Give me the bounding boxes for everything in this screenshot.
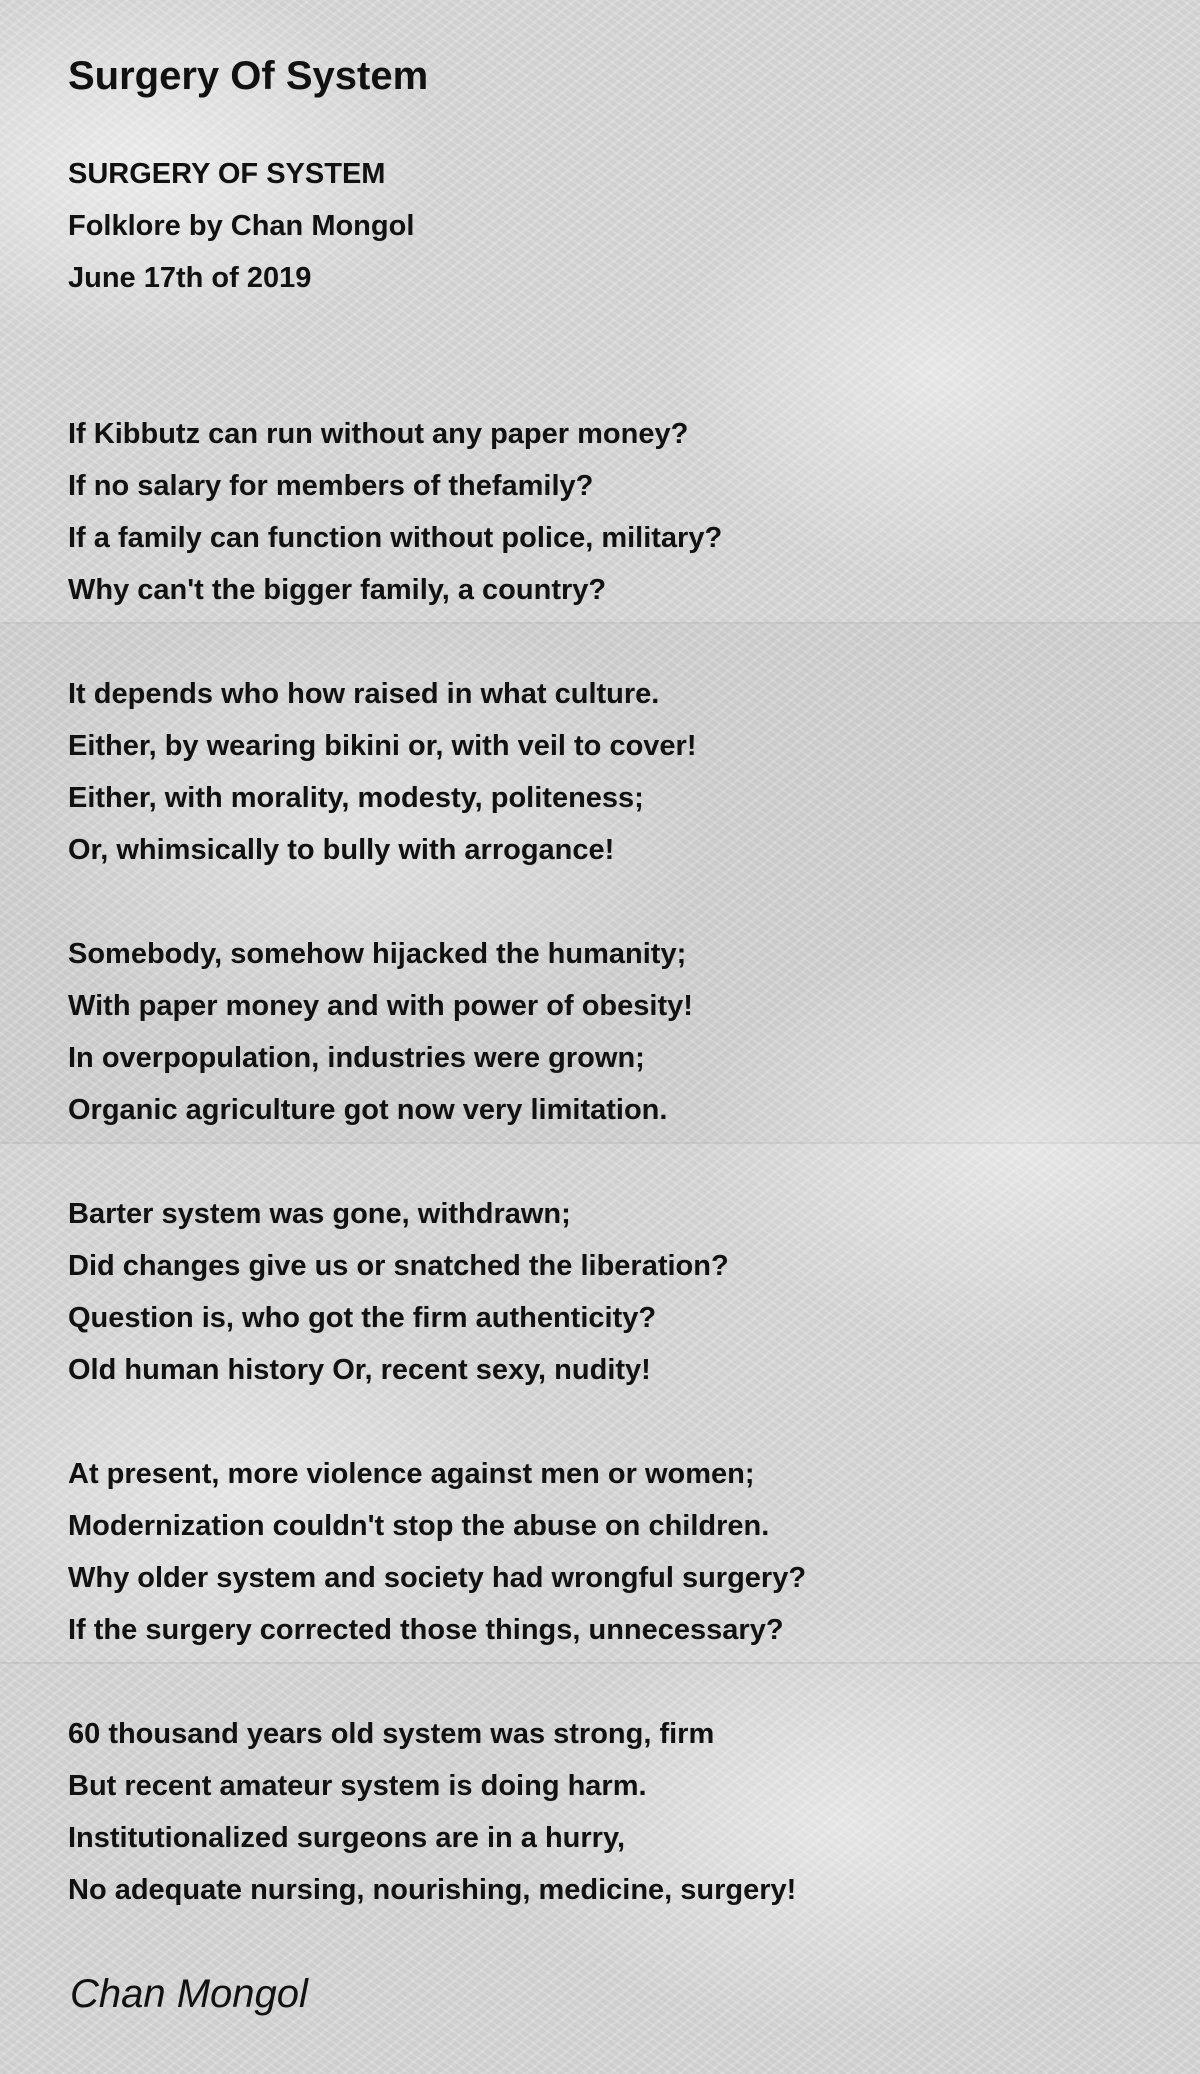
poem-line: Did changes give us or snatched the liberation?	[68, 1250, 729, 1282]
poem-line: But recent amateur system is doing harm.	[68, 1770, 647, 1802]
poem-line: No adequate nursing, nourishing, medicine, surgery!	[68, 1874, 797, 1906]
poem-line: Somebody, somehow hijacked the humanity;	[68, 938, 687, 970]
blank-line	[68, 304, 806, 356]
poem-header	[68, 148, 806, 304]
blank-line	[68, 876, 806, 928]
poem-line: Why older system and society had wrongful surgery?	[68, 1562, 807, 1594]
poem-line: If no salary for members of thefamily?	[68, 470, 594, 502]
stanza	[68, 408, 806, 616]
stanza	[68, 1188, 806, 1396]
blank-line	[68, 1136, 806, 1188]
poem-line: If Kibbutz can run without any paper money?	[68, 418, 689, 450]
blank-line	[68, 1656, 806, 1708]
poem-line: With paper money and with power of obesity!	[68, 990, 693, 1022]
author-signature: Chan Mongol	[70, 1972, 308, 2016]
poem-line: Institutionalized surgeons are in a hurry,	[68, 1822, 626, 1854]
poem-line: 60 thousand years old system was strong, firm	[68, 1718, 715, 1750]
blank-line	[68, 356, 806, 408]
poem-line: It depends who how raised in what culture.	[68, 678, 660, 710]
poem-line: If the surgery corrected those things, unnecessary?	[68, 1614, 784, 1646]
poem-line: Or, whimsically to bully with arrogance!	[68, 834, 615, 866]
poem-body	[68, 148, 806, 1916]
poem-line: If a family can function without police, military?	[68, 522, 723, 554]
stanza	[68, 1708, 806, 1916]
poem-line: Organic agriculture got now very limitation.	[68, 1094, 668, 1126]
poem-line: Old human history Or, recent sexy, nudity!	[68, 1354, 651, 1386]
poem-header-line: Folklore by Chan Mongol	[68, 210, 415, 242]
poem-line: Modernization couldn't stop the abuse on children.	[68, 1510, 770, 1542]
poem-title: Surgery Of System	[68, 54, 429, 98]
poem-line: Either, by wearing bikini or, with veil to cover!	[68, 730, 697, 762]
poem-line: Barter system was gone, withdrawn;	[68, 1198, 571, 1230]
poem-header-line: June 17th of 2019	[68, 262, 312, 294]
poem-line: In overpopulation, industries were grown;	[68, 1042, 645, 1074]
stanza	[68, 1448, 806, 1656]
poem-line: Either, with morality, modesty, politeness;	[68, 782, 644, 814]
poem-line: Why can't the bigger family, a country?	[68, 574, 607, 606]
poem-line: Question is, who got the firm authenticity?	[68, 1302, 657, 1334]
poem-line: At present, more violence against men or women;	[68, 1458, 755, 1490]
stanza	[68, 668, 806, 876]
poem-header-line: SURGERY OF SYSTEM	[68, 158, 386, 190]
blank-line	[68, 616, 806, 668]
stanza	[68, 928, 806, 1136]
blank-line	[68, 1396, 806, 1448]
